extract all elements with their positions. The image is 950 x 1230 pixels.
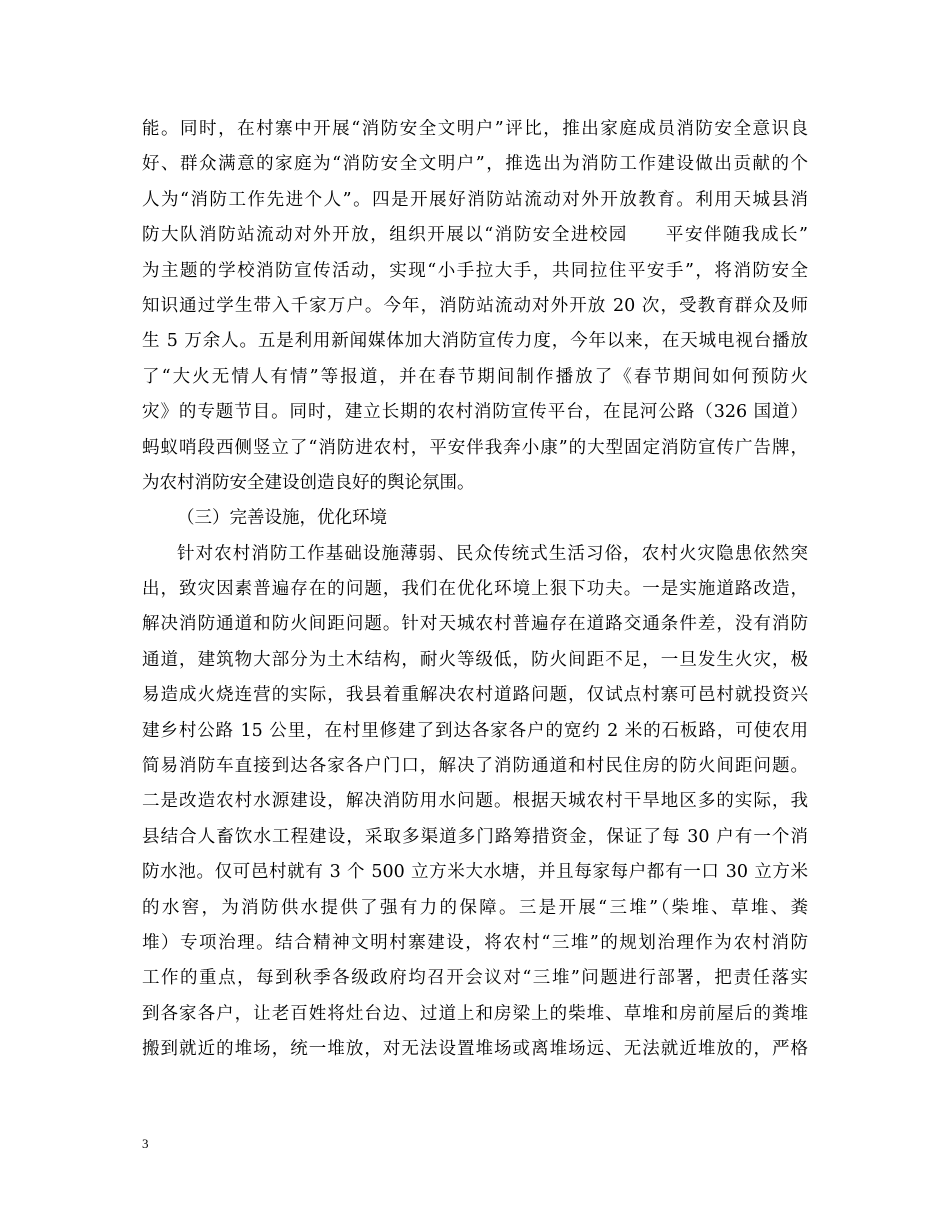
text-line: 易造成火烧连营的实际，我县着重解决农村道路问题，仅试点村寨可邑村就投资兴 <box>142 685 808 706</box>
text-line: 的水窖，为消防供水提供了强有力的保障。三是开展“三堆”（柴堆、草堆、粪 <box>142 897 808 918</box>
page-number: 3 <box>142 1136 149 1151</box>
section-heading: （三）完善设施，优化环境 <box>177 508 387 529</box>
text-line: 搬到就近的堆场，统一堆放，对无法设置堆场或离堆场远、无法就近堆放的，严格 <box>142 1039 808 1060</box>
text-line: 防水池。仅可邑村就有 3 个 500 立方米大水塘，并且每家每户都有一口 30 立方米 <box>142 862 808 883</box>
paragraph-1 <box>142 112 808 501</box>
text-line: 二是改造农村水源建设，解决消防用水问题。根据天城农村干旱地区多的实际，我 <box>142 791 808 812</box>
text-line: 解决消防通道和防火间距问题。针对天城农村普遍存在道路交通条件差，没有消防 <box>142 614 808 635</box>
text-line: 堆）专项治理。结合精神文明村寨建设，将农村“三堆”的规划治理作为农村消防 <box>142 932 808 953</box>
text-line: 工作的重点，每到秋季各级政府均召开会议对“三堆”问题进行部署，把责任落实 <box>142 968 808 989</box>
text-line: 简易消防车直接到达各家各户门口，解决了消防通道和村民住房的防火间距问题。 <box>142 756 808 777</box>
text-line: 到各家各户，让老百姓将灶台边、过道上和房梁上的柴堆、草堆和房前屋后的粪堆 <box>142 1003 808 1024</box>
text-line: 人为“消防工作先进个人”。四是开展好消防站流动对外开放教育。利用天城县消 <box>142 189 808 210</box>
text-line: 防大队消防站流动对外开放，组织开展以“消防安全进校园 平安伴随我成长” <box>142 225 808 246</box>
text-line: 为主题的学校消防宣传活动，实现“小手拉大手，共同拉住平安手”，将消防安全 <box>142 260 808 281</box>
text-line: 好、群众满意的家庭为“消防安全文明户”，推选出为消防工作建设做出贡献的个 <box>142 154 808 175</box>
text-line: 为农村消防安全建设创造良好的舆论氛围。 <box>142 472 475 493</box>
text-line: 通道，建筑物大部分为土木结构，耐火等级低，防火间距不足，一旦发生火灾，极 <box>142 649 808 670</box>
document-body <box>142 112 808 1068</box>
text-line: 了“大火无情人有情”等报道，并在春节期间制作播放了《春节期间如何预防火 <box>142 366 808 387</box>
text-line: 县结合人畜饮水工程建设，采取多渠道多门路筹措资金，保证了每 30 户有一个消 <box>142 826 808 847</box>
paragraph-2 <box>142 537 808 1068</box>
text-line: 出，致灾因素普遍存在的问题，我们在优化环境上狠下功夫。一是实施道路改造， <box>142 579 808 600</box>
text-line: 建乡村公路 15 公里，在村里修建了到达各家各户的宽约 2 米的石板路，可使农用 <box>142 720 808 741</box>
text-line: 灾》的专题节目。同时，建立长期的农村消防宣传平台，在昆河公路（326 国道） <box>142 402 808 423</box>
text-line: 能。同时，在村寨中开展“消防安全文明户”评比，推出家庭成员消防安全意识良 <box>142 119 808 139</box>
text-line: 针对农村消防工作基础设施薄弱、民众传统式生活习俗，农村火灾隐患依然突 <box>177 543 808 564</box>
text-line: 知识通过学生带入千家万户。今年，消防站流动对外开放 20 次，受教育群众及师 <box>142 295 808 316</box>
text-line: 生 5 万余人。五是利用新闻媒体加大消防宣传力度，今年以来，在天城电视台播放 <box>142 331 808 352</box>
text-line: 蚂蚁哨段西侧竖立了“消防进农村，平安伴我奔小康”的大型固定消防宣传广告牌， <box>142 437 808 458</box>
